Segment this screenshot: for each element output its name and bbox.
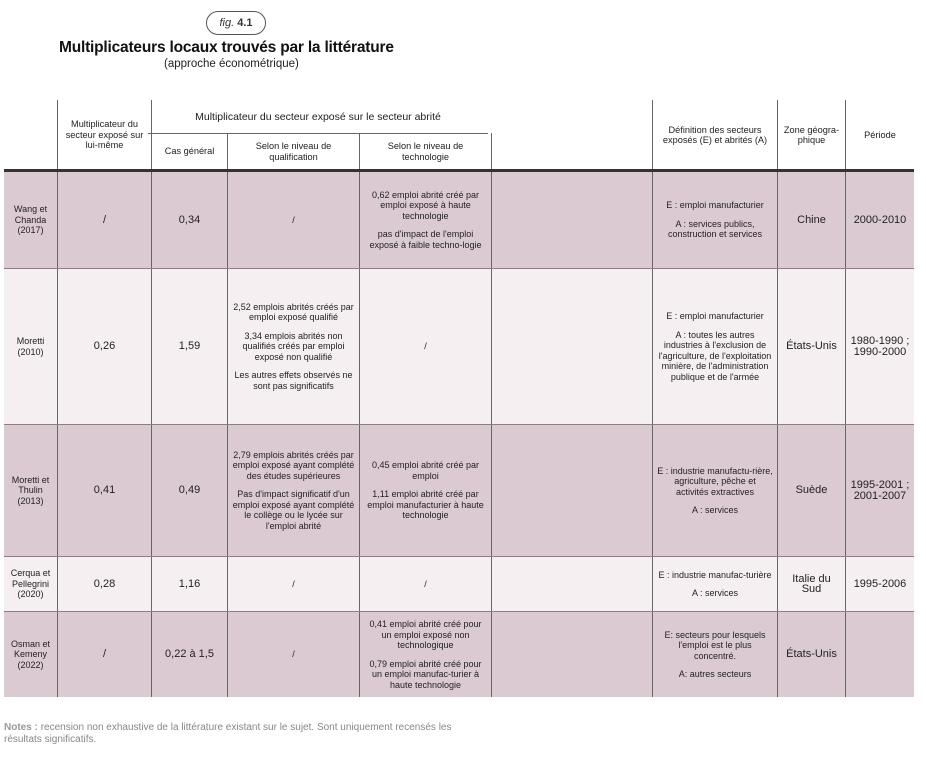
period-cell: 1980-1990 ; 1990-2000 (850, 335, 910, 358)
definition-cell: E : industrie manufac-turière A : services (653, 557, 778, 611)
zone-cell: États-Unis (778, 612, 846, 697)
empty-cell (492, 557, 653, 611)
definition-cell: E : industrie manufactu-rière, agriculture, pêche et activités extractives A : services (653, 425, 778, 556)
definition-cell: E: secteurs pour lesquels l'emploi est le plus concentré. A: autres secteurs (653, 612, 778, 697)
technology-cell: / (360, 269, 492, 424)
empty-cell (492, 425, 653, 556)
header-period: Période (864, 129, 896, 140)
study-cell: Moretti (2010) (4, 269, 58, 424)
header-group-sheltered: Multiplicateur du secteur exposé sur le secteur abrité (148, 100, 488, 134)
table-notes (4, 722, 474, 746)
header-empty-column (492, 100, 653, 170)
table-row (4, 425, 914, 556)
technology-cell: 0,62 emploi abrité créé par emploi exposé à haute technologie pas d'impact de l'emploi exposé à faible techno-logie (360, 172, 492, 268)
general-case-cell: 0,22 à 1,5 (152, 612, 228, 697)
figure-prefix: fig. (219, 17, 235, 29)
header-technology: Selon le niveau de technologie (360, 133, 492, 170)
figure-label (206, 11, 266, 35)
study-cell: Osman et Kemeny (2022) (4, 612, 58, 697)
zone-cell: Suède (778, 425, 846, 556)
technology-cell: 0,45 emploi abrité créé par emploi 1,11 emploi abrité créé par emploi manufacturier à haute technologie (360, 425, 492, 556)
zone-cell: Chine (778, 172, 846, 268)
qualification-cell: 2,52 emplois abrités créés par emploi exposé qualifié 3,34 emplois abrités non qualifiés créés par emploi exposé non qualifié Les autres effets observés ne sont pas significatifs (228, 269, 360, 424)
study-cell: Cerqua et Pellegrini (2020) (4, 557, 58, 611)
empty-cell (492, 172, 653, 268)
period-cell: 1995-2006 (853, 577, 907, 590)
study-cell: Moretti et Thulin (2013) (4, 425, 58, 556)
zone-cell: Italie du Sud (778, 557, 846, 611)
period-cell: 2000-2010 (853, 213, 907, 226)
qualification-cell: / (228, 612, 360, 697)
notes-label: Notes : (4, 722, 38, 733)
self-multiplier-cell: / (58, 172, 152, 268)
definition-cell: E : emploi manufacturier A : services publics, construction et services (653, 172, 778, 268)
notes-text: recension non exhaustive de la littérature existant sur le sujet. Sont uniquement recensés les résultats significatifs. (4, 722, 452, 745)
header-self-multiplier: Multiplicateur du secteur exposé sur lui-même (58, 100, 152, 170)
technology-cell: / (360, 557, 492, 611)
definition-cell: E : emploi manufacturier A : toutes les autres industries à l'exclusion de l'agriculture, de l'exploitation minière, de l'administration publique et de l'armée (653, 269, 778, 424)
header-qualification: Selon le niveau de qualification (228, 133, 360, 170)
general-case-cell: 1,59 (152, 269, 228, 424)
self-multiplier-cell: 0,26 (58, 269, 152, 424)
general-case-cell: 0,34 (152, 172, 228, 268)
table-row (4, 269, 914, 424)
qualification-cell: / (228, 557, 360, 611)
zone-cell: États-Unis (778, 269, 846, 424)
empty-cell (492, 612, 653, 697)
header-definition: Définition des secteurs exposés (E) et abrités (A) (653, 100, 778, 170)
self-multiplier-cell: / (58, 612, 152, 697)
self-multiplier-cell: 0,41 (58, 425, 152, 556)
table-row (4, 172, 914, 268)
header-general-case: Cas général (152, 133, 228, 170)
table-row (4, 557, 914, 611)
table-row (4, 612, 914, 697)
general-case-cell: 0,49 (152, 425, 228, 556)
figure-number: 4.1 (237, 17, 253, 29)
technology-cell: 0,41 emploi abrité créé pour un emploi exposé non technologique 0,79 emploi abrité créé pour un emploi manufac-turier à haute technologie (360, 612, 492, 697)
qualification-cell: 2,79 emplois abrités créés par emploi exposé ayant complété des études supérieures Pas d'impact significatif d'un emploi exposé ayant complété le collège ou le lycée sur l'emploi abrité (228, 425, 360, 556)
qualification-cell: / (228, 172, 360, 268)
page-subtitle: (approche économétrique) (164, 58, 299, 70)
period-cell: 1995-2001 ; 2001-2007 (850, 479, 910, 502)
general-case-cell: 1,16 (152, 557, 228, 611)
header-study-empty (4, 100, 58, 170)
self-multiplier-cell: 0,28 (58, 557, 152, 611)
study-cell: Wang et Chanda (2017) (4, 172, 58, 268)
period-cell (846, 612, 914, 697)
page-title: Multiplicateurs locaux trouvés par la littérature (59, 39, 394, 56)
header-zone: Zone géogra-phique (778, 100, 846, 170)
empty-cell (492, 269, 653, 424)
